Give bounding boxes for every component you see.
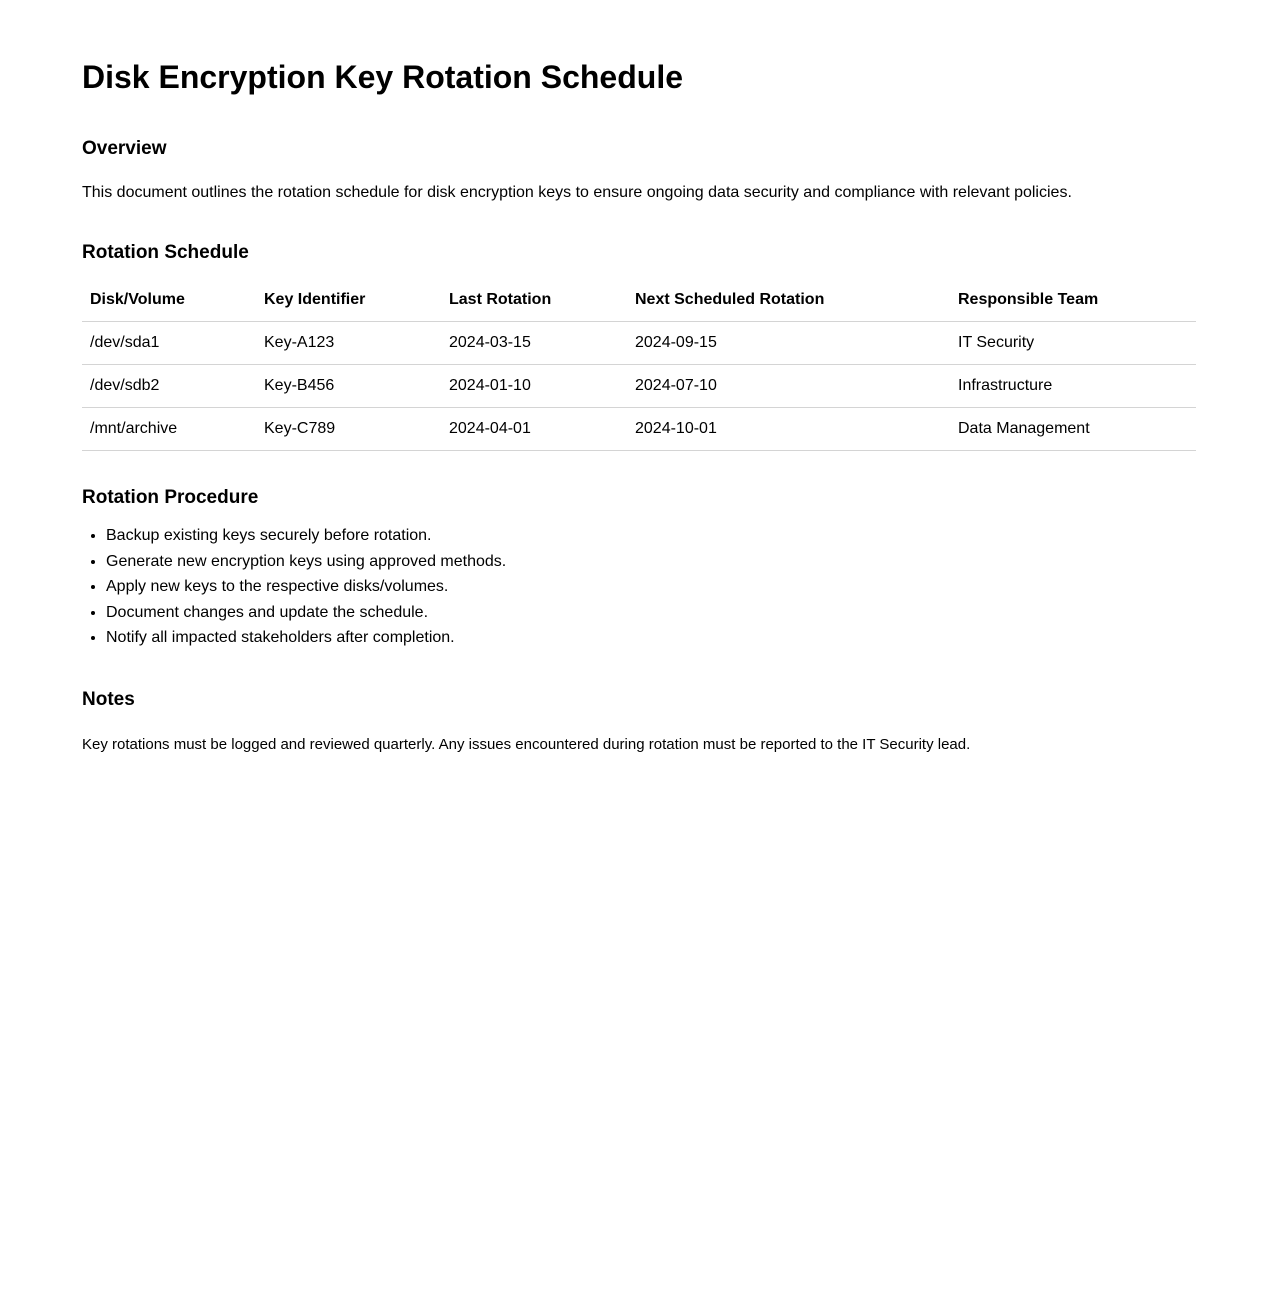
rotation-schedule-heading: Rotation Schedule	[82, 242, 249, 263]
column-header-disk-volume: Disk/Volume	[82, 279, 256, 322]
list-item: • Backup existing keys securely before rotation.	[106, 523, 1196, 549]
list-item: • Notify all impacted stakeholders after completion.	[106, 625, 1196, 651]
cell-next-scheduled-rotation: 2024-09-15	[627, 322, 950, 365]
overview-heading: Overview	[82, 138, 167, 159]
table-header-row	[82, 279, 1196, 322]
cell-next-scheduled-rotation: 2024-10-01	[627, 408, 950, 451]
cell-responsible-team: Infrastructure	[950, 365, 1196, 408]
cell-responsible-team: IT Security	[950, 322, 1196, 365]
rotation-procedure-heading: Rotation Procedure	[82, 487, 259, 508]
cell-key-identifier: Key-C789	[256, 408, 441, 451]
cell-disk-volume: /dev/sdb2	[82, 365, 256, 408]
cell-last-rotation: 2024-04-01	[441, 408, 627, 451]
notes-text: Key rotations must be logged and reviewed quarterly. Any issues encountered during rotation must be reported to the IT Security lead.	[82, 735, 971, 753]
rotation-schedule-table	[82, 279, 1196, 451]
cell-disk-volume: /dev/sda1	[82, 322, 256, 365]
page-title: Disk Encryption Key Rotation Schedule	[82, 59, 683, 95]
overview-text: This document outlines the rotation schedule for disk encryption keys to ensure ongoing data security and compliance with relevant policies.	[82, 184, 1072, 201]
table-row	[82, 322, 1196, 365]
cell-disk-volume: /mnt/archive	[82, 408, 256, 451]
rotation-procedure-list	[82, 523, 1196, 651]
cell-key-identifier: Key-A123	[256, 322, 441, 365]
list-item: • Document changes and update the schedule.	[106, 600, 1196, 626]
table-row	[82, 408, 1196, 451]
column-header-key-identifier: Key Identifier	[256, 279, 441, 322]
cell-next-scheduled-rotation: 2024-07-10	[627, 365, 950, 408]
cell-last-rotation: 2024-01-10	[441, 365, 627, 408]
cell-key-identifier: Key-B456	[256, 365, 441, 408]
list-item: • Generate new encryption keys using approved methods.	[106, 549, 1196, 575]
cell-responsible-team: Data Management	[950, 408, 1196, 451]
column-header-responsible-team: Responsible Team	[950, 279, 1196, 322]
cell-last-rotation: 2024-03-15	[441, 322, 627, 365]
column-header-next-scheduled-rotation: Next Scheduled Rotation	[627, 279, 950, 322]
column-header-last-rotation: Last Rotation	[441, 279, 627, 322]
table-row	[82, 365, 1196, 408]
list-item: • Apply new keys to the respective disks/volumes.	[106, 574, 1196, 600]
notes-heading: Notes	[82, 688, 135, 710]
